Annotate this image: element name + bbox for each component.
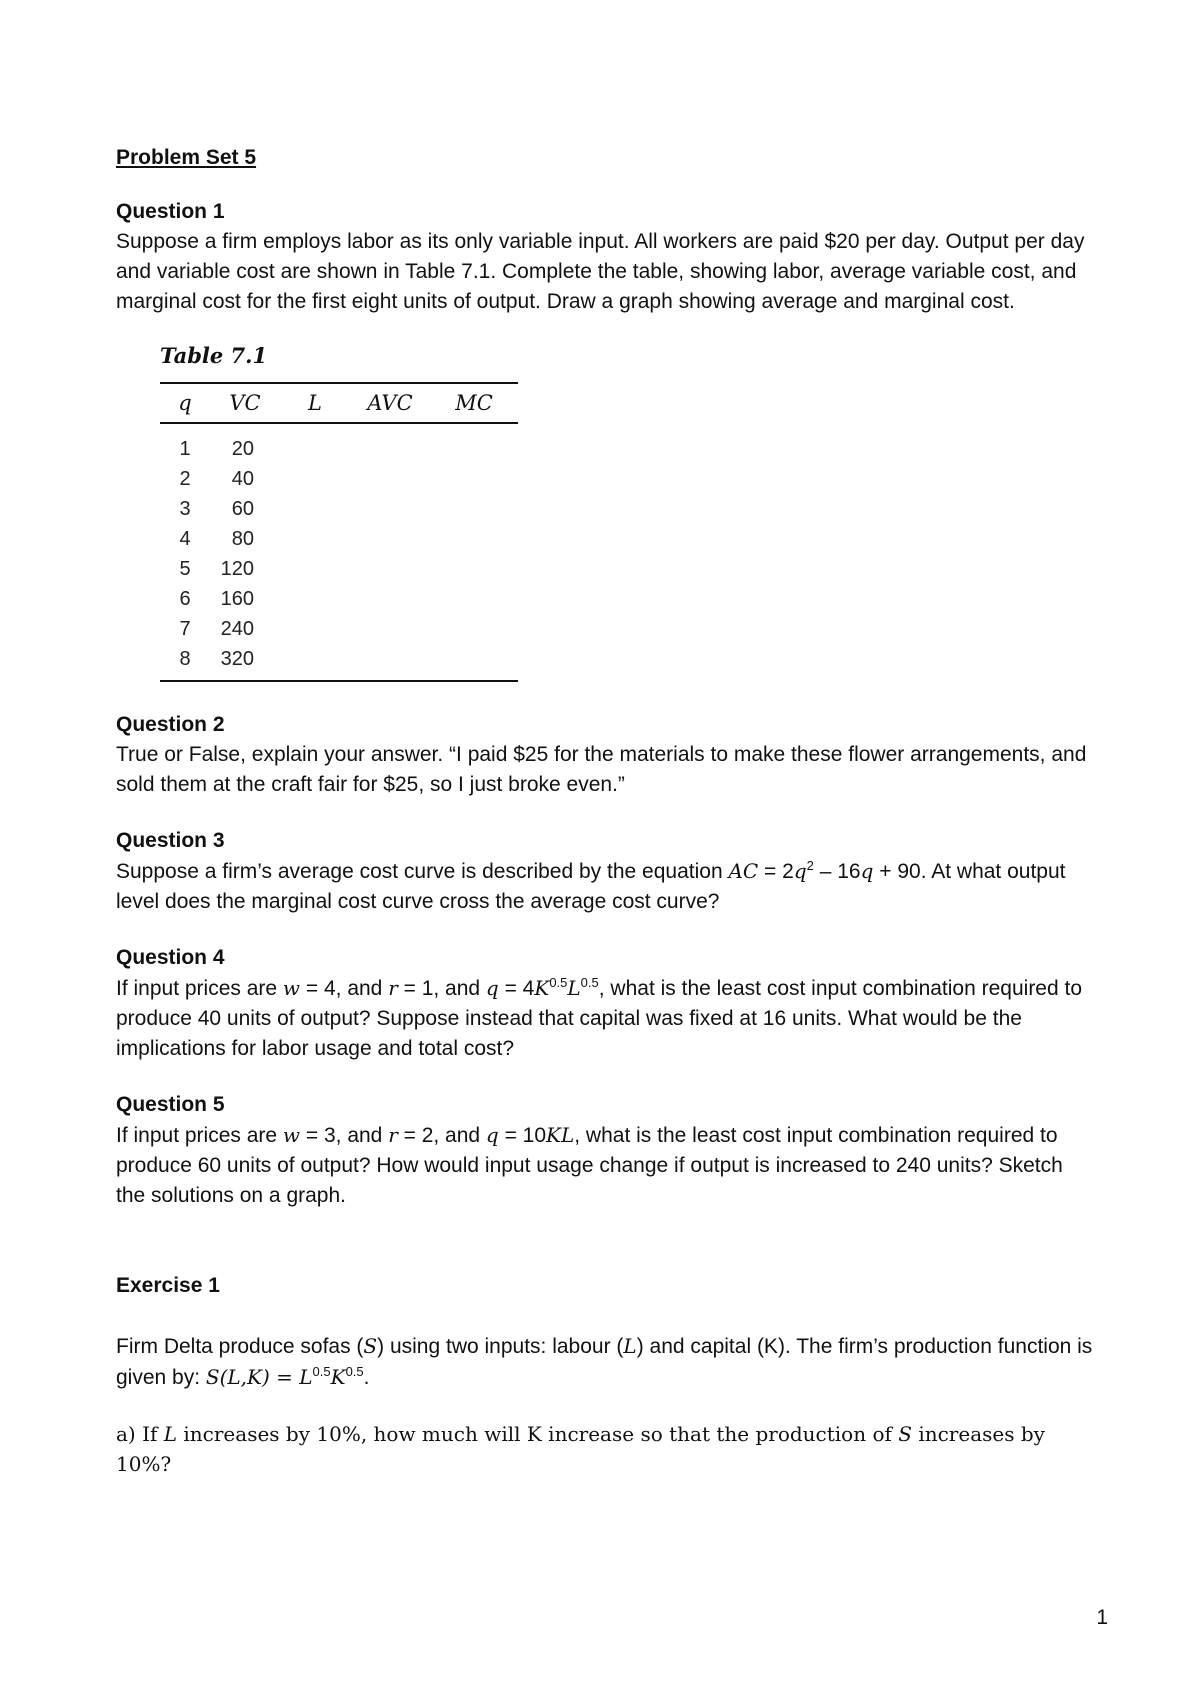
ex1-text-3: ) and capital (K). The firm’s production function is given by: [116,1335,1093,1389]
question-2-heading: Question 2 [116,713,225,736]
ex1-a-text-2: increases by 10%, how much will K increase so that the production of [177,1422,899,1446]
ex1-function: S(L,K) = L [205,1365,313,1389]
q5-text-5: , what is the least cost input combination required to produce 60 units of output? How would input usage change if output is increased to 240 units? Sketch the solutions on a graph. [116,1124,1063,1207]
cell-q: 8 [160,644,210,681]
ex1-s-symbol: S [363,1334,378,1358]
cell-avc [350,464,430,494]
q4-w-symbol: w [282,976,301,1000]
cell-avc [350,584,430,614]
ex1-a-text-3: increases by 10%? [116,1422,1045,1476]
question-3-text [116,856,1096,917]
cell-vc: 120 [220,557,254,580]
q4-k-exponent: 0.5 [549,975,568,990]
exercise-1-heading: Exercise 1 [116,1274,220,1297]
cell-mc [430,614,518,644]
cell-vc: 240 [220,617,254,640]
question-1 [116,197,1096,317]
cell-avc [350,423,430,464]
cell-avc [350,554,430,584]
ex1-a-l-symbol: L [163,1422,178,1446]
table-row [160,614,518,644]
table-row [160,494,518,524]
col-header-mc: MC [430,383,518,423]
ex1-k-symbol: K [330,1365,346,1389]
q4-l-exponent: 0.5 [580,975,599,990]
question-5-text [116,1120,1096,1211]
table-row [160,644,518,681]
cell-l [280,614,350,644]
cell-l [280,584,350,614]
cell-q: 4 [179,527,191,550]
cell-vc: 320 [210,644,280,681]
table-row [160,524,518,554]
question-1-heading: Question 1 [116,200,225,223]
question-3 [116,826,1096,917]
cost-table [160,382,518,682]
col-header-l: L [280,383,350,423]
cell-l [280,494,350,524]
q3-q-symbol-2: q [860,859,874,883]
cell-l [280,423,350,464]
q4-k-symbol: K [534,976,550,1000]
ex1-a-text-1: a) If [116,1422,164,1446]
q4-text-3: = 1, and [397,977,486,1000]
q5-text-2: = 3, and [300,1124,389,1147]
q3-text-4: + 90. At what output level does the marginal cost curve cross the average cost curve? [116,860,1066,913]
question-2 [116,710,1096,800]
cell-l [280,464,350,494]
q5-r-symbol: r [388,1123,398,1147]
q3-text-1: Suppose a firm’s average cost curve is described by the equation [116,860,729,883]
cell-mc [430,554,518,584]
q5-q-symbol: q [485,1123,499,1147]
cell-avc [350,494,430,524]
question-3-heading: Question 3 [116,829,225,852]
cell-vc: 80 [231,527,254,550]
q5-w-symbol: w [282,1123,301,1147]
page-title: Problem Set 5 [116,146,257,169]
cell-q: 5 [179,557,191,580]
cell-l [280,644,350,681]
document-page [116,146,1096,1505]
ex1-l-exponent: 0.5 [312,1364,331,1379]
table-header-row [160,383,518,423]
table-7-1 [160,343,518,682]
q4-text-2: = 4, and [300,977,389,1000]
cell-avc [350,644,430,681]
q3-q-symbol: q [793,859,807,883]
question-4-text [116,973,1096,1064]
cell-q: 3 [179,497,191,520]
q4-text-4: = 4 [498,977,535,1000]
q5-text-1: If input prices are [116,1124,283,1147]
q5-kl-symbol: KL [546,1123,575,1147]
cell-mc [430,524,518,554]
ex1-text-4: . [363,1366,370,1389]
q4-l-symbol: L [567,976,581,1000]
spacer [116,1237,1096,1271]
cell-vc: 160 [220,587,254,610]
cell-q: 2 [179,467,191,490]
cell-avc [350,524,430,554]
table-row [160,554,518,584]
table-caption: Table 7.1 [160,343,268,368]
table-row [160,423,518,464]
ex1-l-symbol: L [623,1334,637,1358]
question-1-text: Suppose a firm employs labor as its only variable input. All workers are paid $20 per day. Output per day and variable cost are shown in Table 7.1. Complete the table, showing labor, average variable cost, and marginal cost for the first eight units of output. Draw a graph showing average and marginal cost. [116,230,1085,313]
q3-text-2: = 2 [758,860,794,883]
q4-q-symbol: q [485,976,499,1000]
question-4-heading: Question 4 [116,946,225,969]
table-row [160,584,518,614]
cell-mc [430,423,518,464]
question-5 [116,1090,1096,1211]
ex1-k-exponent: 0.5 [345,1364,364,1379]
col-header-q: q [160,383,210,423]
cell-mc [430,644,518,681]
page-number: 1 [1096,1606,1108,1629]
ex1-text-2: ) using two inputs: labour ( [377,1335,624,1358]
col-header-vc: VC [210,383,280,423]
table-row [160,464,518,494]
q4-text-5: , what is the least cost input combination required to produce 40 units of output? Suppose instead that capital was fixed at 16 units. What would be the implications for labor usage and total cost? [116,977,1083,1060]
q5-text-3: = 2, and [397,1124,486,1147]
question-2-text: True or False, explain your answer. “I paid $25 for the materials to make these flower arrangements, and sold them at the craft fair for $25, so I just broke even.” [116,743,1087,796]
q4-r-symbol: r [388,976,398,1000]
cell-q: 6 [179,587,191,610]
q4-text-1: If input prices are [116,977,283,1000]
q5-text-4: = 10 [498,1124,547,1147]
question-4 [116,943,1096,1064]
cell-q: 1 [179,437,191,460]
ex1-text-1: Firm Delta produce sofas ( [116,1335,364,1358]
col-header-avc: AVC [350,383,430,423]
cell-l [280,554,350,584]
question-5-heading: Question 5 [116,1093,225,1116]
cell-vc: 60 [231,497,254,520]
q3-text-3: – 16 [813,860,861,883]
cell-mc [430,494,518,524]
cell-q: 7 [179,617,191,640]
q3-ac-symbol: AC [728,859,759,883]
cell-mc [430,464,518,494]
cell-avc [350,614,430,644]
cell-mc [430,584,518,614]
exercise-1-part-a [116,1419,1096,1479]
cell-l [280,524,350,554]
ex1-a-s-symbol: S [898,1422,912,1446]
exercise-1 [116,1271,1096,1479]
cell-vc: 40 [231,467,254,490]
q3-exponent: 2 [806,858,814,873]
exercise-1-text [116,1331,1096,1393]
cell-vc: 20 [231,437,254,460]
